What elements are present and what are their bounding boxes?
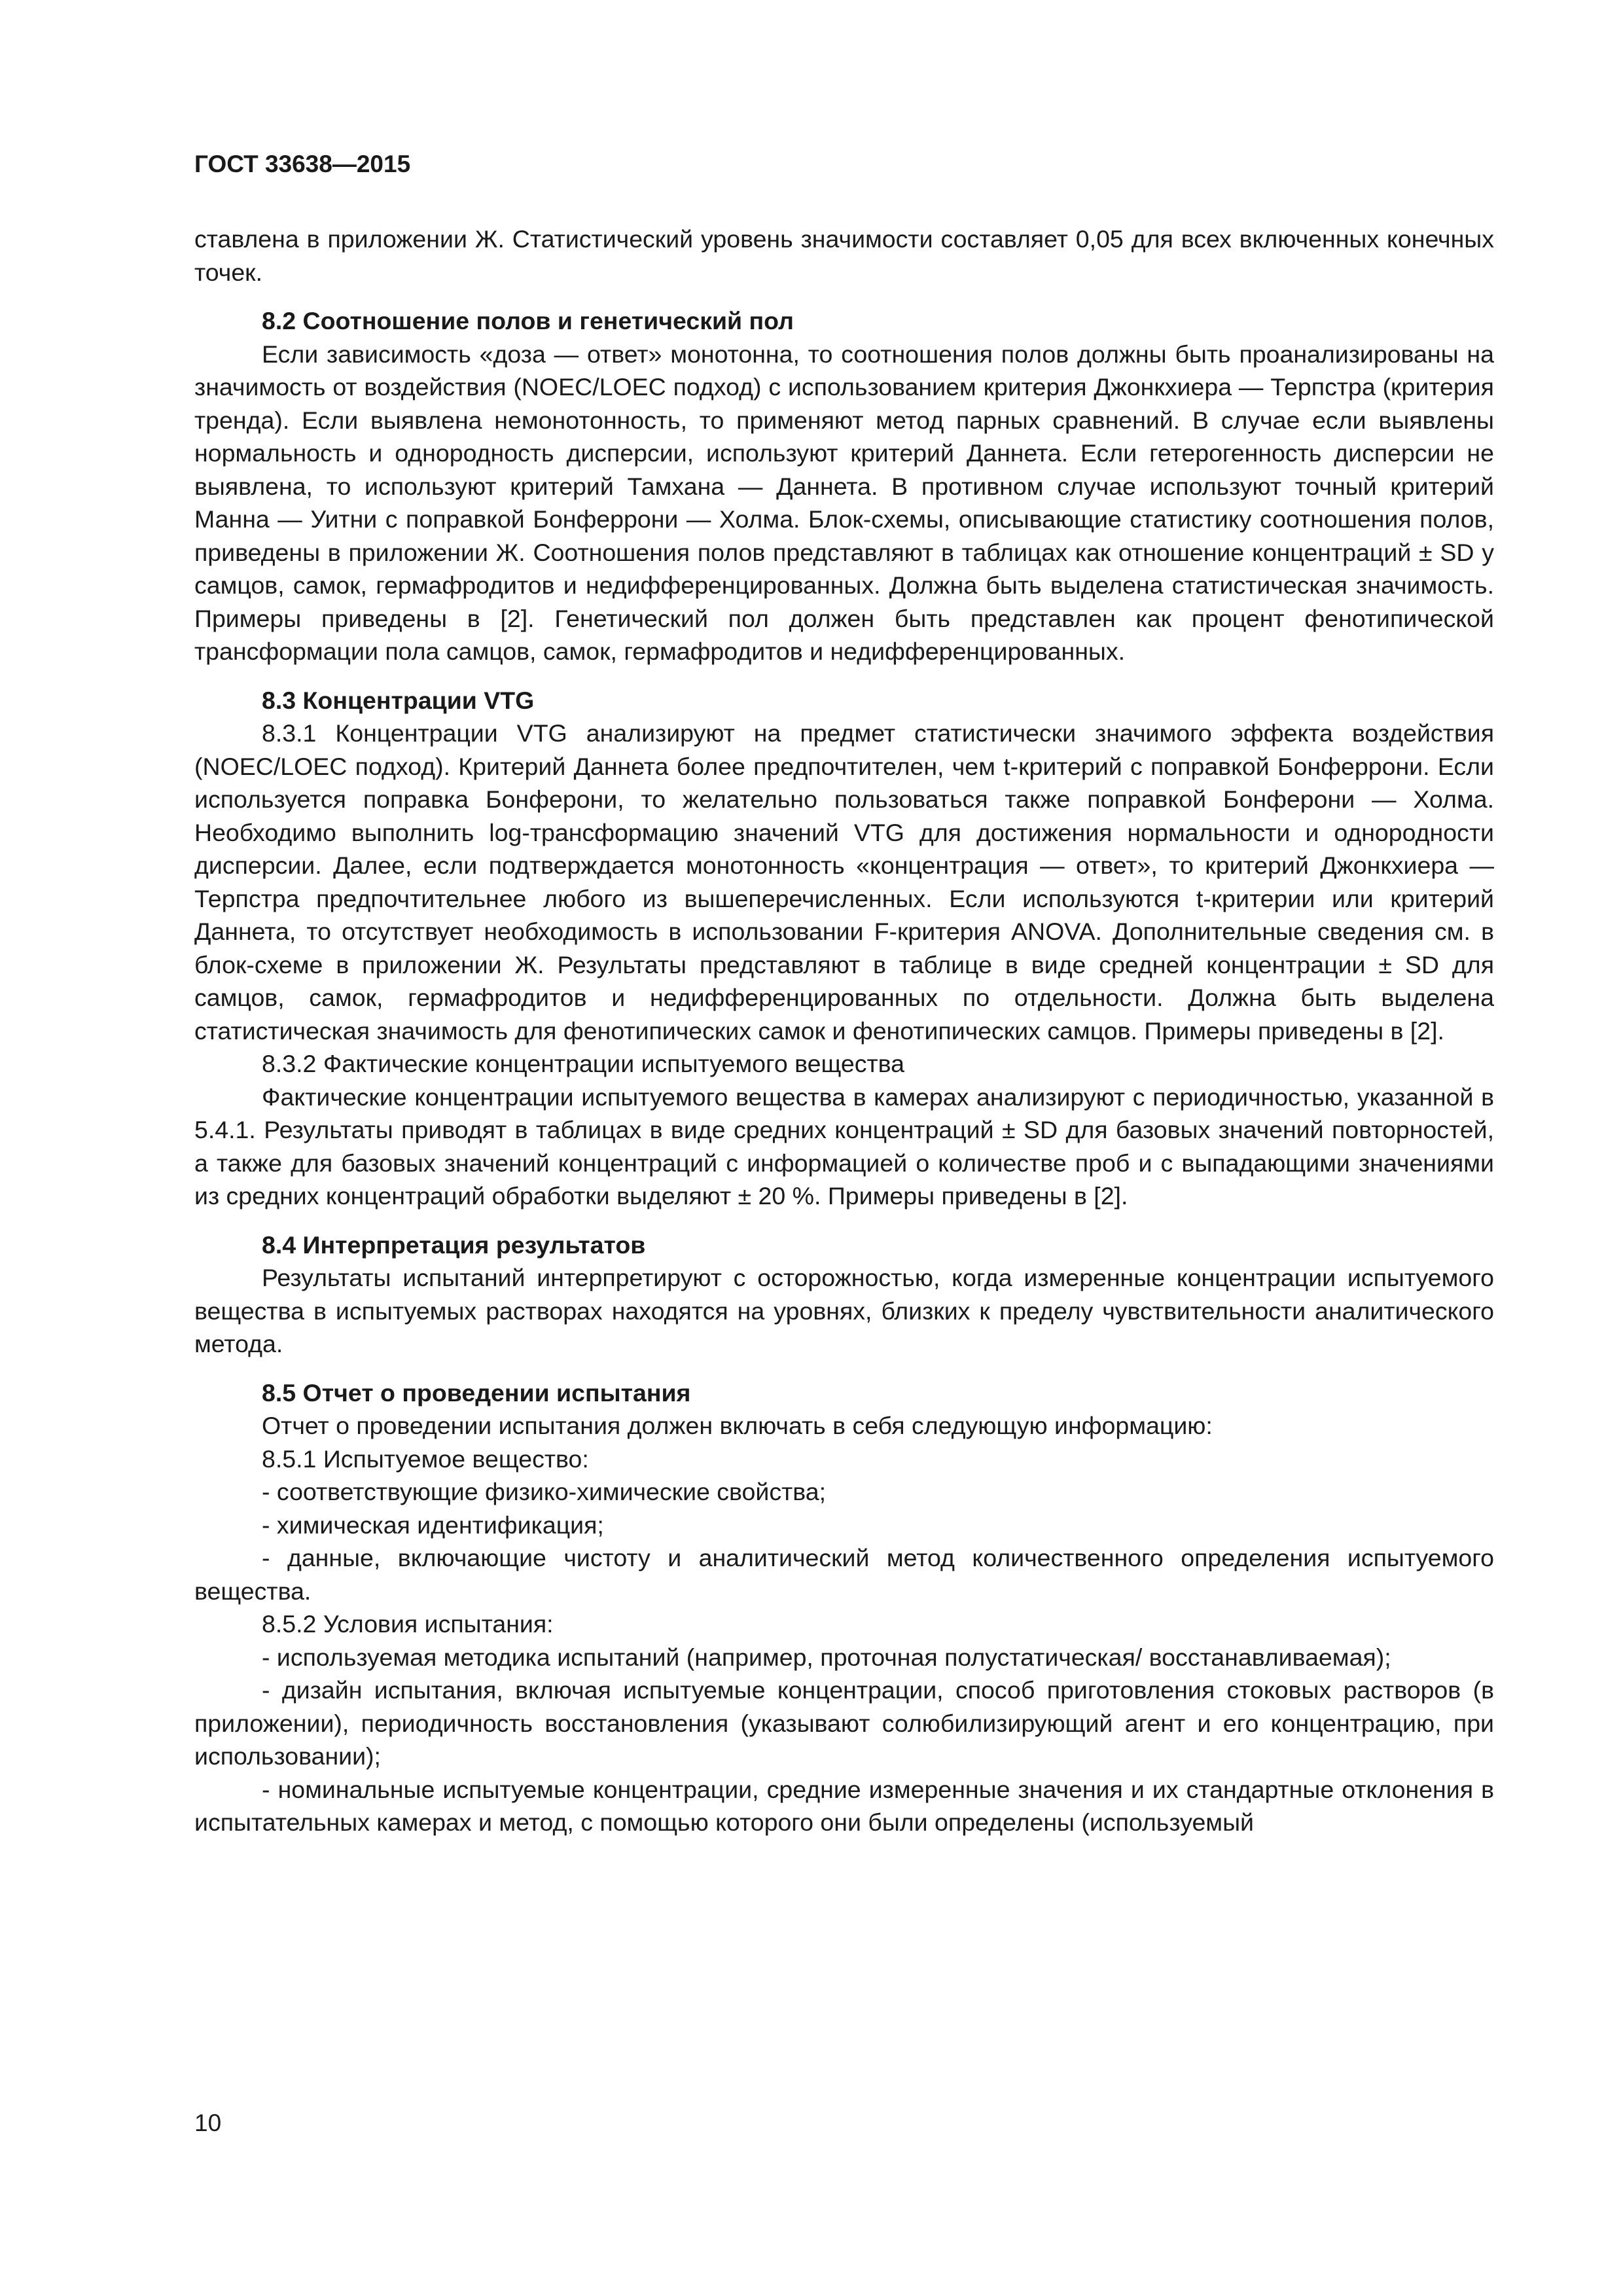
section-8-5-heading: 8.5 Отчет о проведении испытания [262, 1378, 691, 1407]
list-item: - соответствующие физико-химические свойства; [262, 1478, 827, 1505]
section-8-2-paragraph: Если зависимость «доза — ответ» монотонна, то соотношения полов должны быть проанализированы на значимость от воздействия (NOEC/LOEC подход) с использованием критерия Джонкхиера — Терпстра (критерия тренда). Если выявлена немонотонность, то применяют метод парных сравнений. В случае если выявлены нормальность и однородность дисперсии, используют критерий Даннета. Если гетерогенность дисперсии не выявлена, то используют критерий Тамхана — Даннета. В противном случае используют точный критерий Манна — Уитни с поправкой Бонферрони — Холма. Блок-схемы, описывающие статистику соотношения полов, приведены в приложении Ж. Соотношения полов представляют в таблицах как отношение концентраций ± SD у самцов, самок, гермафродитов и недифференцированных. Должна быть выделена статистическая значимость. Примеры приведены в [2]. Генетический пол должен быть представлен как процент фенотипической трансформации пола самцов, самок, гермафродитов и недифференцированных. [194, 340, 1494, 665]
section-8-5-paragraph: Отчет о проведении испытания должен включать в себя следующую информацию: [262, 1412, 1213, 1439]
section-8-4-paragraph: Результаты испытаний интерпретируют с осторожностью, когда измеренные концентрации испытуемого вещества в испытуемых растворах находятся на уровнях, близких к пределу чувствительности аналитического метода. [194, 1264, 1494, 1357]
section-8-5-2-heading: 8.5.2 Условия испытания: [262, 1610, 554, 1638]
paragraph-continuation: ставлена в приложении Ж. Статистический уровень значимости составляет 0,05 для всех включенных конечных точек. [194, 225, 1494, 286]
section-8-3-2-heading: 8.3.2 Фактические концентрации испытуемого вещества [262, 1050, 905, 1077]
list-item: - химическая идентификация; [262, 1511, 604, 1539]
section-8-2-heading: 8.2 Соотношение полов и генетический пол [262, 307, 794, 334]
document-body [194, 223, 1494, 1839]
page-number: 10 [194, 2109, 222, 2136]
list-item: - используемая методика испытаний (например, проточная полустатическая/ восстанавливаемая); [262, 1643, 1391, 1671]
section-8-5-1-heading: 8.5.1 Испытуемое вещество: [262, 1444, 589, 1473]
document-code-header: ГОСТ 33638—2015 [194, 151, 411, 177]
section-8-3-heading: 8.3 Концентрации VTG [262, 686, 535, 714]
list-item: - дизайн испытания, включая испытуемые концентрации, способ приготовления стоковых растворов (в приложении), периодичность восстановления (указывают солюбилизирующий агент и его концентрацию, при использовании); [194, 1676, 1494, 1770]
list-item: - номинальные испытуемые концентрации, средние измеренные значения и их стандартные отклонения в испытательных камерах и метод, с помощью которого они были определены (используемый [194, 1775, 1494, 1836]
list-item: - данные, включающие чистоту и аналитический метод количественного определения испытуемого вещества. [194, 1544, 1494, 1605]
section-8-3-1-paragraph: 8.3.1 Концентрации VTG анализируют на предмет статистически значимого эффекта воздействия (NOEC/LOEC подход). Критерий Даннета более предпочтителен, чем t-критерий с поправкой Бонферрони. Если используется поправка Бонферони, то желательно пользоваться также поправкой Бонферони — Холма. Необходимо выполнить log-трансформацию значений VTG для достижения нормальности и однородности дисперсии. Далее, если подтверждается монотонность «концентрация — ответ», то критерий Джонкхиера — Терпстра предпочтительнее любого из вышеперечисленных. Если используются t-критерии или критерий Даннета, то отсутствует необходимость в использовании F-критерия ANOVA. Дополнительные сведения см. в блок-схеме в приложении Ж. Результаты представляют в таблице в виде средней концентрации ± SD для самцов, самок, гермафродитов и недифференцированных по отдельности. Должна быть выделена статистическая значимость для фенотипических самок и фенотипических самцов. Примеры приведены в [2]. [194, 719, 1494, 1045]
document-page [194, 0, 1494, 2296]
section-8-4-heading: 8.4 Интерпретация результатов [262, 1230, 646, 1259]
section-8-3-2-paragraph: Фактические концентрации испытуемого вещества в камерах анализируют с периодичностью, указанной в 5.4.1. Результаты приводят в таблицах в виде средних концентраций ± SD для базовых значений повторностей, а также для базовых значений концентраций с информацией о количестве проб и с выпадающими значениями из средних концентраций обработки выделяют ± 20 %. Примеры приведены в [2]. [194, 1083, 1494, 1210]
